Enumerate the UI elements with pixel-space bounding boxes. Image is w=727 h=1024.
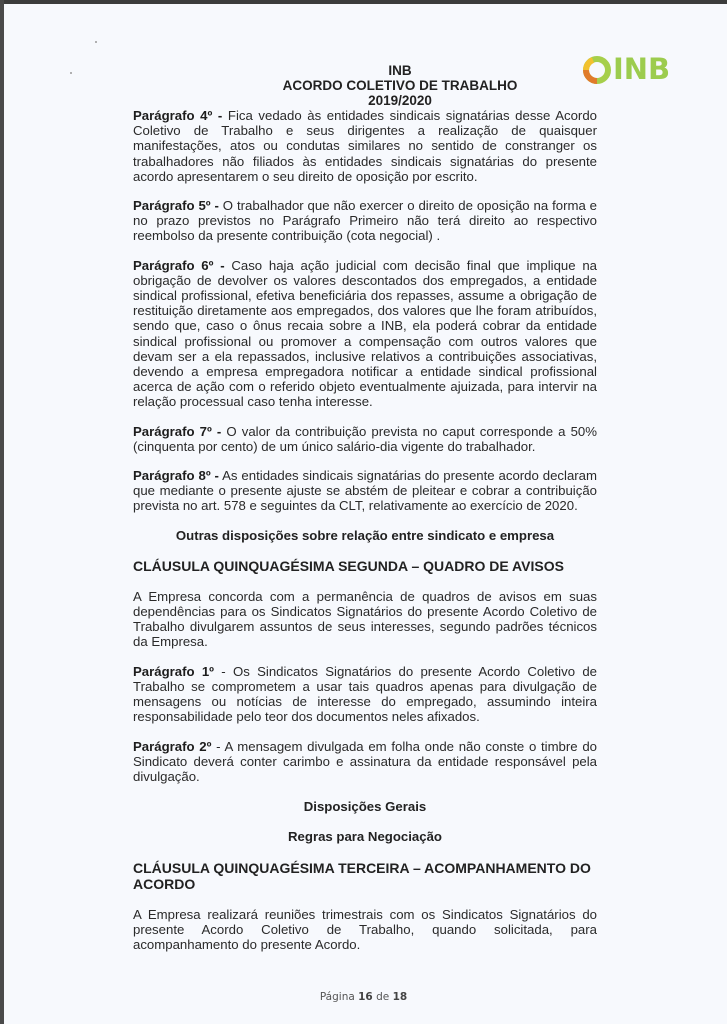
scan-border-left	[0, 0, 4, 1024]
logo-text: INB	[613, 52, 671, 86]
paragraph-label: Parágrafo 5º -	[133, 198, 219, 214]
clause-53-title: CLÁUSULA QUINQUAGÉSIMA TERCEIRA – ACOMPANHAMENTO DO ACORDO	[133, 859, 591, 892]
paragraph-label: Parágrafo 8º -	[133, 468, 219, 484]
clause-53-body: A Empresa realizará reuniões trimestrais com os Sindicatos Signatários do presente Acordo Coletivo de Trabalho, quando solicitada, para acompanhamento do presente Acordo.	[133, 906, 597, 952]
paragraph-7	[133, 424, 597, 454]
paragraph-text: As entidades sindicais signatárias do presente acordo declaram que mediante o presente ajuste se abstém de pleitear e cobrar a contribuição prevista no art. 578 e seguintes da CLT, relativamente ao exercício de 2020.	[133, 468, 597, 514]
paragraph-label: Parágrafo 4º -	[133, 108, 223, 123]
clause-52-paragraph-1	[133, 664, 597, 725]
paragraph-text: O trabalhador que não exercer o direito de oposição na forma e no prazo previstos no Parágrafo Primeiro não terá direito ao respectivo reembolso da presente contribuição (cota negocial) .	[133, 198, 598, 244]
paragraph-4	[133, 108, 597, 184]
paragraph-text: - Os Sindicatos Signatários do presente Acordo Coletivo de Trabalho se comprometem a usar tais quadros apenas para divulgação de mensagens ou notícias de interesse do empregado, assumindo inteira responsabilidade pelo teor dos documentos neles afixados.	[133, 663, 597, 725]
document-header	[255, 63, 545, 108]
paragraph-text: O valor da contribuição prevista no caput corresponde a 50% (cinquenta por cento) de um único salário-dia vigente do trabalhador.	[133, 423, 597, 454]
paragraph-label: Parágrafo 1º	[133, 663, 215, 679]
header-org: INB	[388, 63, 412, 78]
paragraph-text: Caso haja ação judicial com decisão final que implique na obrigação de devolver os valores descontados dos empregados, a entidade sindical profissional, efetiva beneficiária dos repasses, assume a obrigação de restituição diretamente aos empregados, dos valores que lhe foram atribuídos, sendo que, caso o ônus recaia sobre a INB, ela poderá cobrar da entidade sindical profissional ou promover a compensação com outros valores que devam ser a ela repassados, inclusive relativos a contribuições associativas, devendo a empresa empregadora notificar a entidade sindical profissional acerca de ação com o referido objeto eventualmente ajuizada, para intervir na relação processual caso tenha interesse.	[133, 257, 597, 410]
header-title: ACORDO COLETIVO DE TRABALHO 2019/2020	[282, 78, 518, 108]
page-number-prefix: Página	[319, 991, 359, 1004]
paragraph-8	[133, 468, 597, 514]
page-number-separator: de	[372, 991, 393, 1004]
paragraph-label: Parágrafo 7º -	[133, 423, 222, 439]
paragraph-label: Parágrafo 6º -	[133, 257, 225, 273]
page-number-current: 16	[358, 991, 373, 1004]
inb-logo	[582, 54, 692, 94]
paragraph-text: Fica vedado às entidades sindicais signatárias desse Acordo Coletivo de Trabalho e seus dirigentes a realização de quaisquer manifestações, atos ou condutas similares no sentido de constranger os trabalhadores não filiados às entidades sindicais signatárias do presente acordo apresentarem o seu direito de oposição por escrito.	[133, 108, 597, 184]
paragraph-5	[133, 198, 597, 244]
clause-52-title: CLÁUSULA QUINQUAGÉSIMA SEGUNDA – QUADRO DE AVISOS	[133, 557, 564, 574]
document-body	[133, 108, 597, 952]
page-footer	[0, 990, 727, 1024]
section-heading-regras-negociacao: Regras para Negociação	[288, 829, 442, 845]
paragraph-label: Parágrafo 2º	[133, 738, 212, 754]
section-heading-outras-disposicoes: Outras disposições sobre relação entre sindicato e empresa	[175, 527, 555, 543]
paragraph-text: - A mensagem divulgada em folha onde não conste o timbre do Sindicato deverá conter carimbo e assinatura da entidade responsável pela divulgação.	[133, 738, 597, 784]
clause-52-body: A Empresa concorda com a permanência de quadros de avisos em suas dependências para os Sindicatos Signatários do presente Acordo Coletivo de Trabalho divulgarem assuntos de seus interesses, segundo padrões técnicos da Empresa.	[133, 588, 597, 650]
logo-ring-icon	[582, 54, 612, 86]
paragraph-6	[133, 258, 597, 410]
page-number-total: 18	[392, 991, 408, 1004]
clause-52-paragraph-2	[133, 739, 597, 785]
section-heading-disposicoes-gerais: Disposições Gerais	[303, 799, 427, 815]
page-head	[0, 0, 727, 108]
